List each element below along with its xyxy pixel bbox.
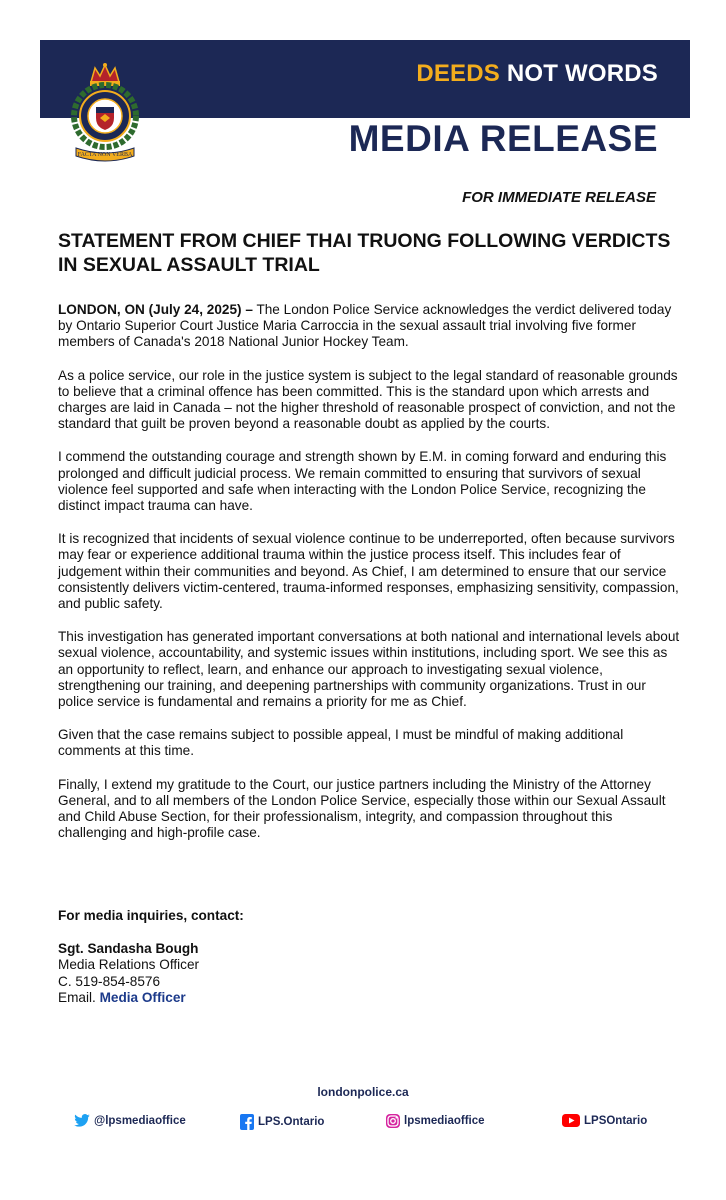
paragraph: As a police service, our role in the justice system is subject to the legal standard of reasonable grounds to believe that a criminal offence has been committed. This is the standard upon which arrests and charges are laid in Canada – not the higher threshold of reasonable prospect of conviction, and not the standard that guilt be proven beyond a reasonable doubt as applied by the courts.: [58, 367, 678, 432]
release-body: [58, 302, 680, 858]
paragraph: This investigation has generated important conversations at both national and international levels about sexual violence, accountability, and systemic issues within institutions, including sport. We see this as an opportunity to reflect, learn, and enhance our approach to investigating sexual violence, strengthening our training, and deepening partnerships with community organizations. Trust in our police service is fundamental and remains a priority for me as Chief.: [58, 629, 680, 710]
social-youtube[interactable]: [562, 1114, 647, 1127]
paragraph: It is recognized that incidents of sexual violence continue to be underreported, often because survivors may fear or experience additional trauma within the justice process itself. This includes fear of judgement within their communities and beyond. As Chief, I am determined to ensure that our service consistently delivers victim-centered, trauma-informed responses, emphasizing sensitivity, compassion, and public safety.: [58, 531, 679, 612]
social-instagram[interactable]: [386, 1114, 485, 1128]
instagram-icon: [386, 1114, 400, 1128]
dateline: LONDON, ON (July 24, 2025) –: [58, 302, 253, 317]
social-twitter[interactable]: [74, 1114, 186, 1127]
twitter-handle: @lpsmediaoffice: [94, 1114, 186, 1127]
contact-email-row: [58, 990, 244, 1006]
paragraph: Finally, I extend my gratitude to the Court, our justice partners including the Ministry of the Attorney General, and to all members of the London Police Service, especially those within our Sexual Assault and Child Abuse Section, for their professionalism, integrity, and compassion throughout this challenging and high-profile case.: [58, 776, 666, 841]
youtube-icon: [562, 1114, 580, 1127]
contact-phone: C. 519-854-8576: [58, 973, 161, 989]
facebook-handle: LPS.Ontario: [258, 1116, 325, 1128]
media-officer-email-link[interactable]: Media Officer: [99, 989, 186, 1005]
contact-heading: For media inquiries, contact:: [58, 908, 244, 923]
police-crest-logo: [64, 62, 146, 162]
instagram-handle: lpsmediaoffice: [404, 1115, 485, 1127]
paragraph: I commend the outstanding courage and strength shown by E.M. in coming forward and enduring this prolonged and difficult judicial process. We remain committed to ensuring that survivors of sexual violence feel supported and safe when interacting with the London Police Service, recognizing the distinct impact trauma can have.: [58, 449, 667, 514]
facebook-icon: [240, 1114, 254, 1130]
contact-role: Media Relations Officer: [58, 957, 200, 973]
twitter-icon: [74, 1114, 90, 1127]
release-type: FOR IMMEDIATE RELEASE: [462, 189, 656, 206]
tagline: [416, 60, 658, 88]
website-link[interactable]: londonpolice.ca: [317, 1085, 409, 1099]
paragraph: LONDON, ON (July 24, 2025) – The London Police Service acknowledges the verdict delivered today by Ontario Superior Court Justice Maria Carroccia in the sexual assault trial involving five former members of Canada's 2018 National Junior Hockey Team.: [58, 302, 672, 350]
media-contact: [58, 908, 244, 1006]
headline: STATEMENT FROM CHIEF THAI TRUONG FOLLOWING VERDICTS IN SEXUAL ASSAULT TRIAL: [58, 230, 671, 276]
social-facebook[interactable]: [240, 1114, 324, 1130]
contact-email-label: Email.: [58, 989, 96, 1005]
paragraph: Given that the case remains subject to possible appeal, I must be mindful of making additional comments at this time.: [58, 727, 624, 759]
youtube-handle: LPSOntario: [584, 1114, 648, 1127]
tagline-not-words: NOT WORDS: [506, 60, 658, 87]
tagline-deeds: DEEDS: [416, 60, 500, 87]
crest-motto: FACTA NON VERBA: [77, 152, 133, 158]
contact-name: Sgt. Sandasha Bough: [58, 941, 199, 957]
page-title: MEDIA RELEASE: [348, 118, 658, 159]
